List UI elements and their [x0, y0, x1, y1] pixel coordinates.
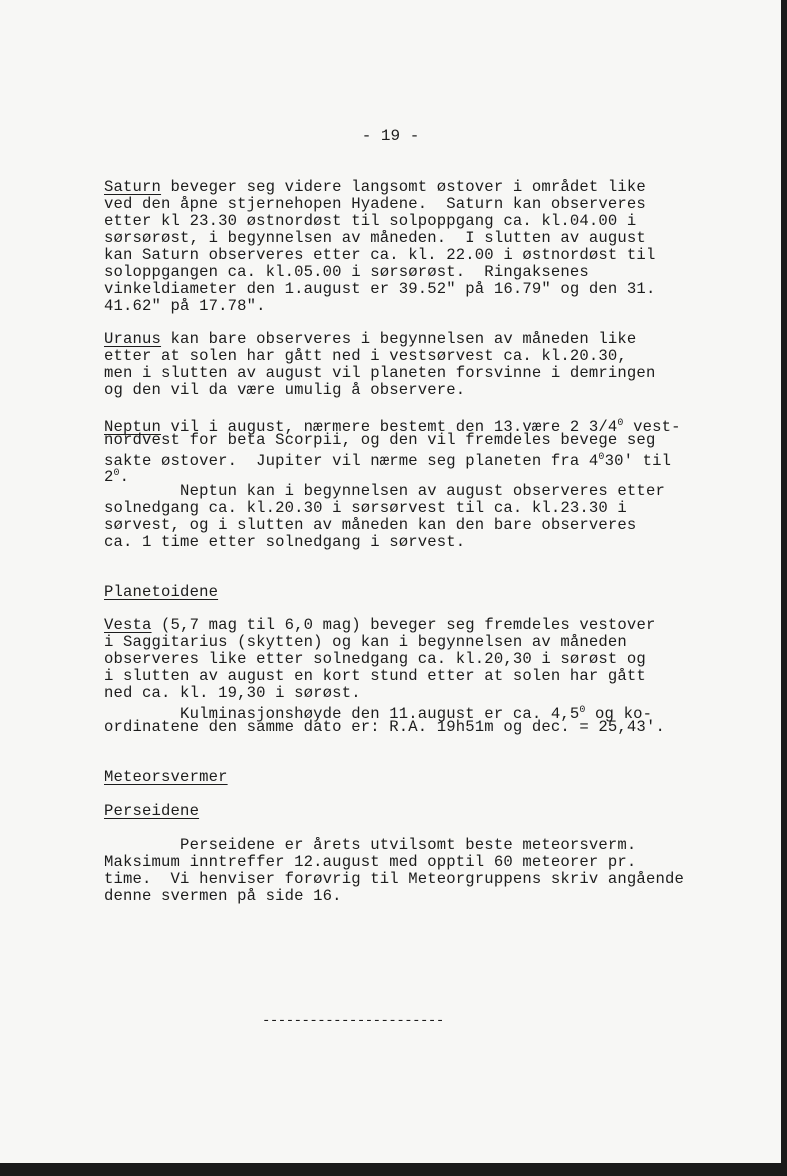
uranus-line-4: og den vil da være umulig å observere. — [104, 381, 466, 399]
vesta-line-7: ordinatene den samme dato er: R.A. 19h51m og dec. = 25,43'. — [104, 718, 665, 736]
saturn-line-8: 41.62" på 17.78". — [104, 297, 266, 315]
neptun-line-8: ca. 1 time etter solnedgang i sørvest. — [104, 533, 466, 551]
perseidene-line-1: Perseidene er årets utvilsomt beste meteorsverm. — [104, 836, 637, 854]
vesta-line-6: Kulminasjonshøyde den 11.august er ca. $4,5^0$ og ko- — [104, 705, 653, 723]
vesta-heading: Vesta — [104, 616, 152, 634]
closing-dash-rule: ----------------------- — [262, 1013, 444, 1029]
uranus-line-1: Uranus kan bare observeres i begynnelsen av måneden like — [104, 330, 637, 348]
page-number: - 19 - — [361, 127, 420, 145]
saturn-line-3: etter kl 23.30 østnordøst til solpoppgang ca. kl.04.00 i — [104, 212, 637, 230]
meteorsvermer-heading: Meteorsvermer — [104, 768, 228, 786]
vesta-line-1: Vesta (5,7 mag til 6,0 mag) beveger seg fremdeles vestover — [104, 616, 656, 634]
uranus-heading: Uranus — [104, 330, 162, 348]
neptun-line-1: Neptun vil i august, nærmere bestemt den 13.være 2 $3/4^0$ vest- — [104, 418, 681, 436]
saturn-line-2: ved den åpne stjernehopen Hyadene. Saturn kan observeres — [104, 195, 646, 213]
saturn-line-7: vinkeldiameter den 1.august er 39.52" på 16.79" og den 31. — [104, 280, 656, 298]
saturn-line-6: soloppgangen ca. kl.05.00 i sørsørøst. Ringaksenes — [104, 263, 589, 281]
neptun-line-7: sørvest, og i slutten av måneden kan den bare observeres — [104, 516, 637, 534]
uranus-line-3: men i slutten av august vil planeten forsvinne i demringen — [104, 364, 656, 382]
perseidene-heading: Perseidene — [104, 802, 200, 820]
saturn-heading: Saturn — [104, 178, 162, 196]
saturn-line-5: kan Saturn observeres etter ca. kl. 22.00 i østnordøst til — [104, 246, 656, 264]
perseidene-line-4: denne svermen på side 16. — [104, 887, 342, 905]
perseidene-line-2: Maksimum inntreffer 12.august med opptil 60 meteorer pr. — [104, 853, 637, 871]
saturn-line-1: Saturn beveger seg videre langsomt østover i området like — [104, 178, 646, 196]
neptun-line-6: solnedgang ca. kl.20.30 i sørsørvest til ca. kl.23.30 i — [104, 499, 627, 517]
neptun-heading: Neptun — [104, 418, 162, 436]
vesta-line-2: i Saggitarius (skytten) og kan i begynnelsen av måneden — [104, 633, 627, 651]
saturn-line-4: sørsørøst, i begynnelsen av måneden. I slutten av august — [104, 229, 646, 247]
neptun-line-4: $2^0$. — [104, 468, 130, 486]
neptun-line-3: sakte østover. Jupiter vil nærme seg planeten fra $4^030'$ til — [104, 452, 672, 470]
uranus-line-2: etter at solen har gått ned i vestsørvest ca. kl.20.30, — [104, 347, 627, 365]
neptun-line-2: nordvest for beta Scorpii, og den vil fremdeles bevege seg — [104, 431, 656, 449]
neptun-line-5: Neptun kan i begynnelsen av august observeres etter — [104, 482, 665, 500]
planetoidene-heading: Planetoidene — [104, 583, 219, 601]
perseidene-line-3: time. Vi henviser forøvrig til Meteorgruppens skriv angående — [104, 870, 684, 888]
vesta-line-5: ned ca. kl. 19,30 i sørøst. — [104, 684, 361, 702]
vesta-line-4: i slutten av august en kort stund etter at solen har gått — [104, 667, 646, 685]
vesta-line-3: observeres like etter solnedgang ca. kl.20,30 i sørøst og — [104, 650, 646, 668]
